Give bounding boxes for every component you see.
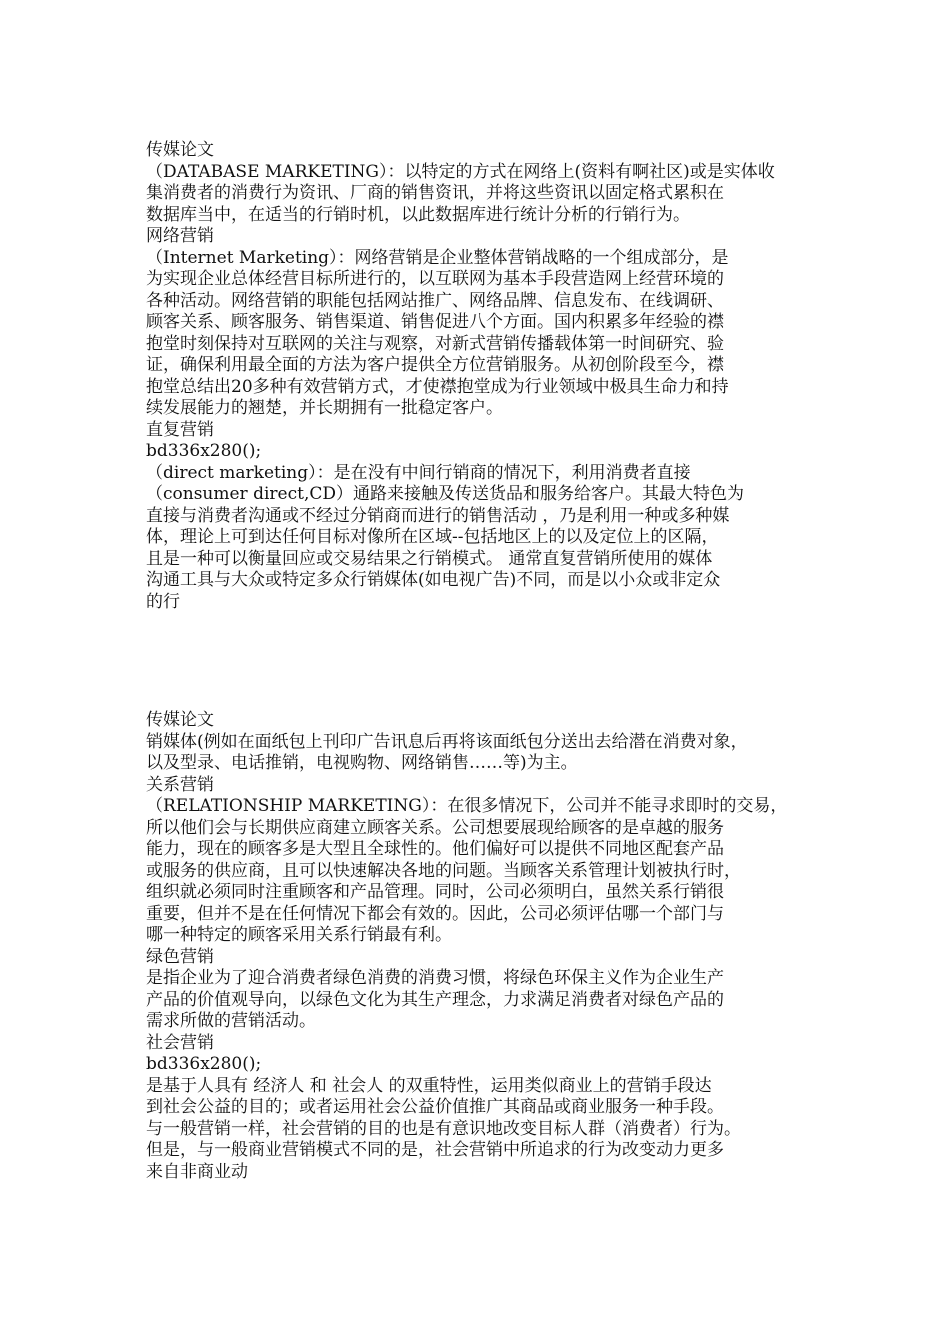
block1-line-9: 顾客关系、顾客服务、销售渠道、销售促进八个方面。国内积累多年经验的襟	[146, 312, 724, 332]
block1-line-1: 传媒论文	[146, 140, 214, 160]
block2-line-6: 所以他们会与长期供应商建立顾客关系。公司想要展现给顾客的是卓越的服务	[146, 817, 724, 838]
block1-line-15: bd336x280();	[146, 441, 262, 461]
text-block-2	[146, 710, 816, 1183]
block1-line-2: （DATABASE MARKETING）：以特定的方式在网络上(资料有啊社区)或是实体收	[146, 161, 775, 182]
block2-line-10: 重要，但并不是在任何情况下都会有效的。因此，公司必须评估哪一个部门与	[146, 903, 724, 924]
block1-line-20: 且是一种可以衡量回应或交易结果之行销模式。 通常直复营销所使用的媒体	[146, 548, 713, 569]
block1-line-6: （Internet Marketing）：网络营销是企业整体营销战略的一个组成部分，是	[146, 247, 729, 268]
block1-line-13: 续发展能力的翘楚，并长期拥有一批稳定客户。	[146, 398, 503, 418]
block1-line-18: 直接与消费者沟通或不经过分销商而进行的销售活动 ，乃是利用一种或多种媒	[146, 505, 730, 526]
block1-line-17: （consumer direct,CD）通路来接触及传送货品和服务给客户。其最大特色为	[146, 484, 744, 504]
block2-line-4: 关系营销	[146, 774, 214, 795]
block2-line-17: bd336x280();	[146, 1054, 262, 1074]
block1-line-11: 证，确保利用最全面的方法为客户提供全方位营销服务。从初创阶段至今，襟	[146, 355, 724, 375]
block2-line-2: 销媒体(例如在面纸包上刊印广告讯息后再将该面纸包分送出去给潜在消费对象，	[146, 731, 748, 752]
block2-line-14: 产品的价值观导向，以绿色文化为其生产理念，力求满足消费者对绿色产品的	[146, 989, 724, 1010]
block2-line-5: （RELATIONSHIP MARKETING）：在很多情况下，公司并不能寻求即时的交易，	[146, 796, 788, 816]
block2-line-18: 是基于人具有 经济人 和 社会人 的双重特性，运用类似商业上的营销手段达	[146, 1075, 712, 1096]
text-block-1	[146, 140, 816, 613]
block2-line-13: 是指企业为了迎合消费者绿色消费的消费习惯，将绿色环保主义作为企业生产	[146, 968, 724, 988]
block2-line-22: 来自非商业动	[146, 1161, 248, 1182]
block2-line-19: 到社会公益的目的；或者运用社会公益价值推广其商品或商业服务一种手段。	[146, 1097, 724, 1117]
block2-line-15: 需求所做的营销活动。	[146, 1011, 316, 1031]
block1-line-19: 体，理论上可到达任何目标对像所在区域--包括地区上的以及定位上的区隔，	[146, 527, 719, 547]
block1-line-14: 直复营销	[146, 419, 214, 440]
block2-line-8: 或服务的供应商，且可以快速解决各地的问题。当顾客关系管理计划被执行时，	[146, 860, 741, 881]
block1-line-21: 沟通工具与大众或特定多众行销媒体(如电视广告)不同，而是以小众或非定众	[146, 570, 721, 590]
block1-line-7: 为实现企业总体经营目标所进行的，以互联网为基本手段营造网上经营环境的	[146, 269, 724, 289]
block1-line-5: 网络营销	[146, 226, 214, 246]
block1-line-4: 数据库当中，在适当的行销时机，以此数据库进行统计分析的行销行为。	[146, 204, 690, 225]
block2-line-11: 哪一种特定的顾客采用关系行销最有利。	[146, 925, 452, 945]
block2-line-3: 以及型录、电话推销，电视购物、网络销售……等)为主。	[146, 753, 578, 773]
block2-line-9: 组织就必须同时注重顾客和产品管理。同时，公司必须明白，虽然关系行销很	[146, 882, 724, 902]
block2-line-7: 能力，现在的顾客多是大型且全球性的。他们偏好可以提供不同地区配套产品	[146, 839, 724, 859]
block2-line-1: 传媒论文	[146, 710, 214, 730]
block1-line-8: 各种活动。网络营销的职能包括网站推广、网络品牌、信息发布、在线调研、	[146, 290, 724, 311]
block1-line-16: （direct marketing）：是在没有中间行销商的情况下，利用消费者直接	[146, 462, 691, 483]
block1-line-12: 抱堂总结出20多种有效营销方式，才使襟抱堂成为行业领域中极具生命力和持	[146, 376, 729, 397]
block2-line-21: 但是，与一般商业营销模式不同的是，社会营销中所追求的行为改变动力更多	[146, 1140, 724, 1160]
block1-line-10: 抱堂时刻保持对互联网的关注与观察，对新式营销传播载体第一时间研究、验	[146, 333, 724, 354]
block2-line-12: 绿色营销	[146, 946, 214, 967]
block1-line-22: 的行	[146, 591, 180, 612]
block1-line-3: 集消费者的消费行为资讯、厂商的销售资讯，并将这些资讯以固定格式累积在	[146, 183, 724, 203]
block2-line-20: 与一般营销一样，社会营销的目的也是有意识地改变目标人群（消费者）行为。	[146, 1118, 741, 1139]
block2-line-16: 社会营销	[146, 1032, 214, 1053]
